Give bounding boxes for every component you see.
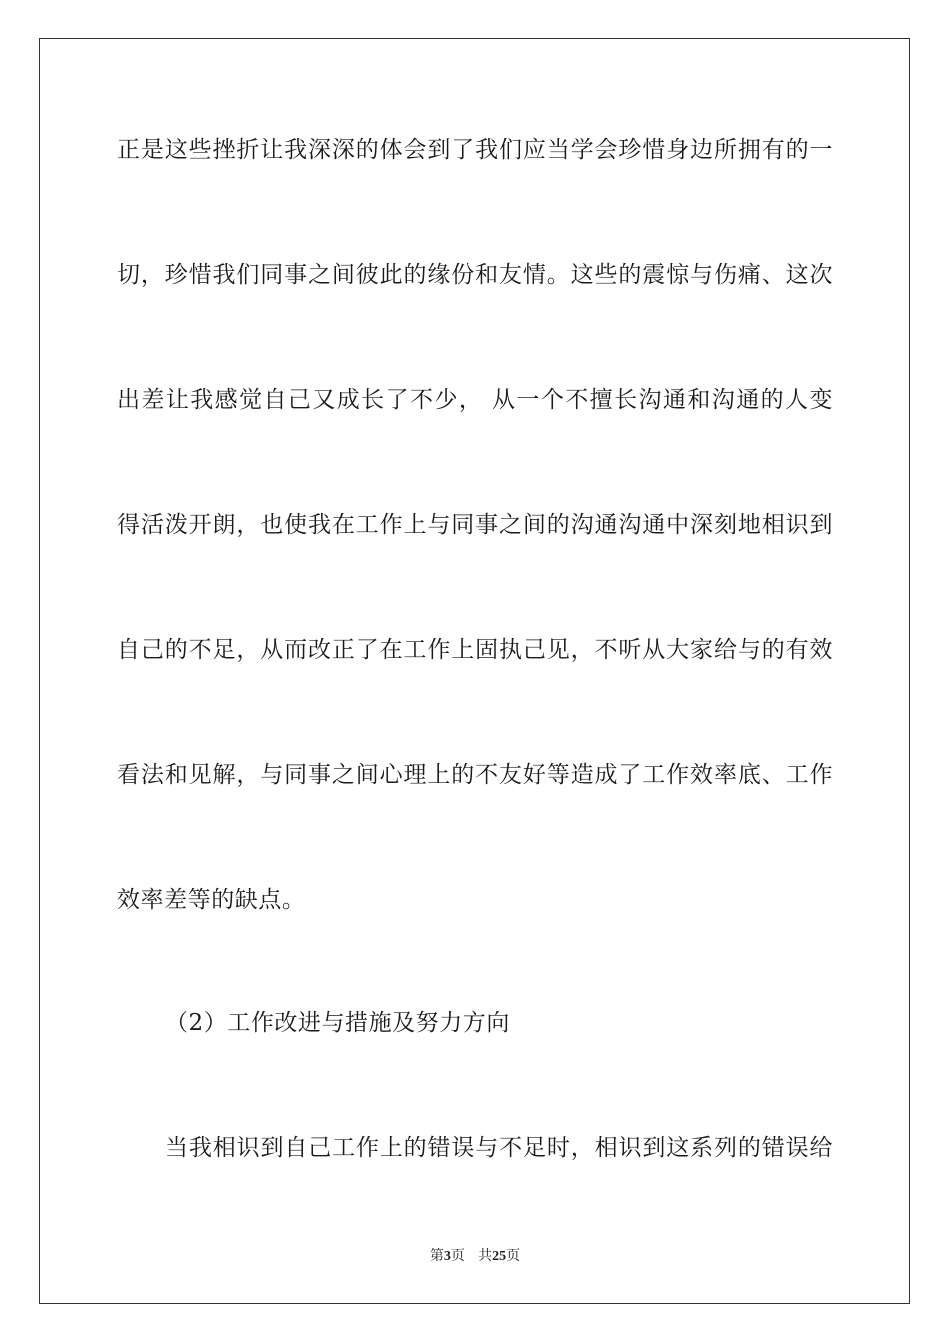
- paragraph-line-3: 出差让我感觉自己又成长了不少， 从一个不擅长沟通和沟通的人变: [117, 387, 833, 413]
- page-border: [39, 38, 910, 1304]
- total-pages: 25: [492, 1249, 507, 1264]
- paragraph-line-4: 得活泼开朗，也使我在工作上与同事之间的沟通沟通中深刻地相识到: [117, 512, 833, 538]
- paragraph-line-1: 正是这些挫折让我深深的体会到了我们应当学会珍惜身边所拥有的一: [117, 137, 833, 163]
- total-prefix: 共: [478, 1248, 493, 1264]
- total-suffix: 页: [506, 1248, 521, 1264]
- paragraph-line-2: 切，珍惜我们同事之间彼此的缘份和友情。这些的震惊与伤痛、这次: [117, 262, 833, 288]
- page-number: 3: [443, 1249, 451, 1264]
- page-footer: [0, 1246, 950, 1267]
- section-heading: （2）工作改进与措施及努力方向: [165, 1010, 510, 1036]
- page-prefix: 第: [429, 1248, 444, 1264]
- paragraph-line-6: 看法和见解，与同事之间心理上的不友好等造成了工作效率底、工作: [117, 762, 833, 788]
- paragraph-line-8: 当我相识到自己工作上的错误与不足时，相识到这系列的错误给: [165, 1135, 833, 1161]
- paragraph-line-7: 效率差等的缺点。: [117, 887, 306, 913]
- page-suffix: 页: [450, 1248, 465, 1264]
- paragraph-line-5: 自己的不足，从而改正了在工作上固执己见，不听从大家给与的有效: [117, 637, 833, 663]
